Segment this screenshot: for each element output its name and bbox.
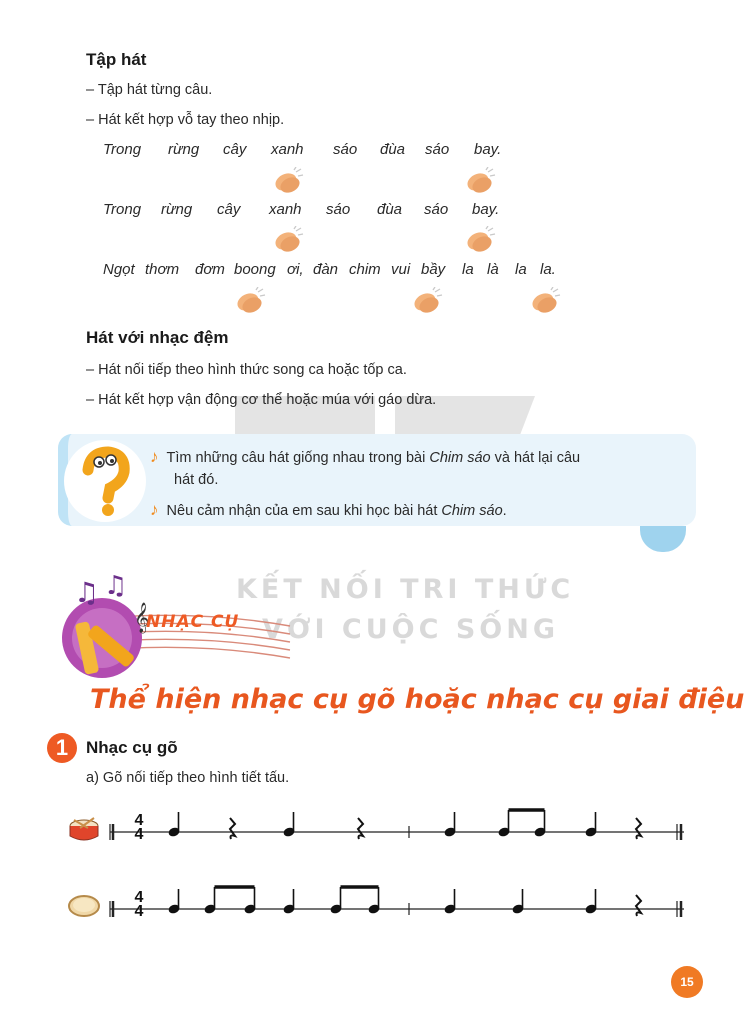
section2-item-1: – Hát nối tiếp theo hình thức song ca hoặc tốp ca.	[86, 362, 407, 378]
lyric-word: sáo	[424, 201, 449, 218]
clap-hands-icon	[270, 167, 304, 195]
section1-item-2: – Hát kết hợp vỗ tay theo nhịp.	[86, 112, 285, 128]
lyric-word: đùa	[377, 201, 403, 218]
lyric-word: thơm	[145, 261, 180, 278]
song-title: Chim sáo	[429, 450, 491, 466]
lyric-word: sáo	[425, 141, 450, 158]
clap-hands-icon	[409, 287, 443, 315]
lyric-word: cây	[217, 201, 241, 218]
song-title: Chim sáo	[441, 503, 503, 519]
lyric-word: bầy	[421, 261, 446, 278]
svg-text:♫: ♫	[104, 574, 128, 601]
clap-hands-icon	[462, 226, 496, 254]
part-number-badge: 1	[47, 733, 77, 763]
lyric-word: Trong	[103, 201, 142, 218]
lyric-word: sáo	[333, 141, 358, 158]
lyric-word: boong	[234, 261, 276, 278]
rhythm-staff-drum	[104, 806, 694, 852]
lyric-word: cây	[223, 141, 247, 158]
lyric-word: đùa	[380, 141, 406, 158]
page-number: 15	[671, 966, 703, 998]
lyric-word: bay.	[472, 201, 500, 218]
time-signature-bottom: 4	[134, 826, 144, 843]
question-mark-icon	[64, 440, 146, 522]
clap-hands-icon	[462, 167, 496, 195]
svg-text:𝄞: 𝄞	[134, 603, 150, 633]
music-note-icon: ♪	[150, 500, 159, 519]
lyric-word: đàn	[313, 261, 339, 278]
section1-item-1: – Tập hát từng câu.	[86, 82, 213, 98]
lyric-word: ơi,	[287, 261, 304, 278]
watermark-line2: VỚI CUỘC SỐNG	[262, 614, 559, 645]
question-2-text-b: .	[502, 503, 507, 519]
rhythm-staff-tambourine	[104, 883, 694, 929]
lyric-word: xanh	[269, 201, 302, 218]
section-heading-tap-hat: Tập hát	[86, 50, 147, 69]
lyric-word: rừng	[168, 141, 200, 158]
music-note-icon: ♪	[150, 447, 159, 466]
clap-hands-icon	[270, 226, 304, 254]
time-signature-2	[131, 891, 147, 919]
question-1-text-b: và hát lại câu	[490, 450, 581, 466]
watermark-line1: KẾT NỐI TRI THỨC	[236, 574, 575, 605]
lyric-word: là	[487, 261, 499, 278]
svg-text:♫: ♫	[74, 576, 100, 609]
time-signature-top: 4	[134, 812, 144, 829]
lyric-word: Trong	[103, 141, 142, 158]
drum-icon	[66, 816, 102, 844]
lyric-word: la.	[540, 261, 556, 278]
lyric-word: Ngọt	[103, 261, 135, 278]
lyric-word: vui	[391, 261, 411, 278]
question-1-text-a: Tìm những câu hát giống nhau trong bài	[166, 450, 430, 466]
instrument-label: NHẠC CỤ	[146, 612, 240, 632]
clap-hands-icon	[527, 287, 561, 315]
lyric-word: la	[515, 261, 527, 278]
main-title: Thể hiện nhạc cụ gõ hoặc nhạc cụ giai điệu	[90, 684, 745, 715]
time-signature-bottom: 4	[134, 903, 144, 920]
clap-hands-icon	[232, 287, 266, 315]
question-2-text-a: Nêu cảm nhận của em sau khi học bài hát	[166, 503, 442, 519]
time-signature-1	[131, 814, 147, 842]
question-1-text-c: hát đó.	[174, 472, 219, 488]
time-signature-top: 4	[134, 889, 144, 906]
lyric-word: la	[462, 261, 474, 278]
tambourine-icon	[66, 893, 102, 919]
lyric-word: bay.	[474, 141, 502, 158]
question-1	[150, 446, 650, 491]
part1-heading: Nhạc cụ gõ	[86, 738, 178, 757]
lyric-word: chim	[349, 261, 381, 278]
lyric-word: sáo	[326, 201, 351, 218]
banner-curl	[640, 526, 686, 552]
section-heading-hat-voi-nhac-dem: Hát với nhạc đệm	[86, 328, 229, 347]
lyric-word: xanh	[271, 141, 304, 158]
section2-item-2: – Hát kết hợp vận động cơ thể hoặc múa với gáo dừa.	[86, 392, 437, 408]
question-2	[150, 499, 650, 522]
lyric-word: đơm	[195, 261, 225, 278]
lyric-word: rừng	[161, 201, 193, 218]
part1-instruction: a) Gõ nối tiếp theo hình tiết tấu.	[86, 770, 290, 786]
